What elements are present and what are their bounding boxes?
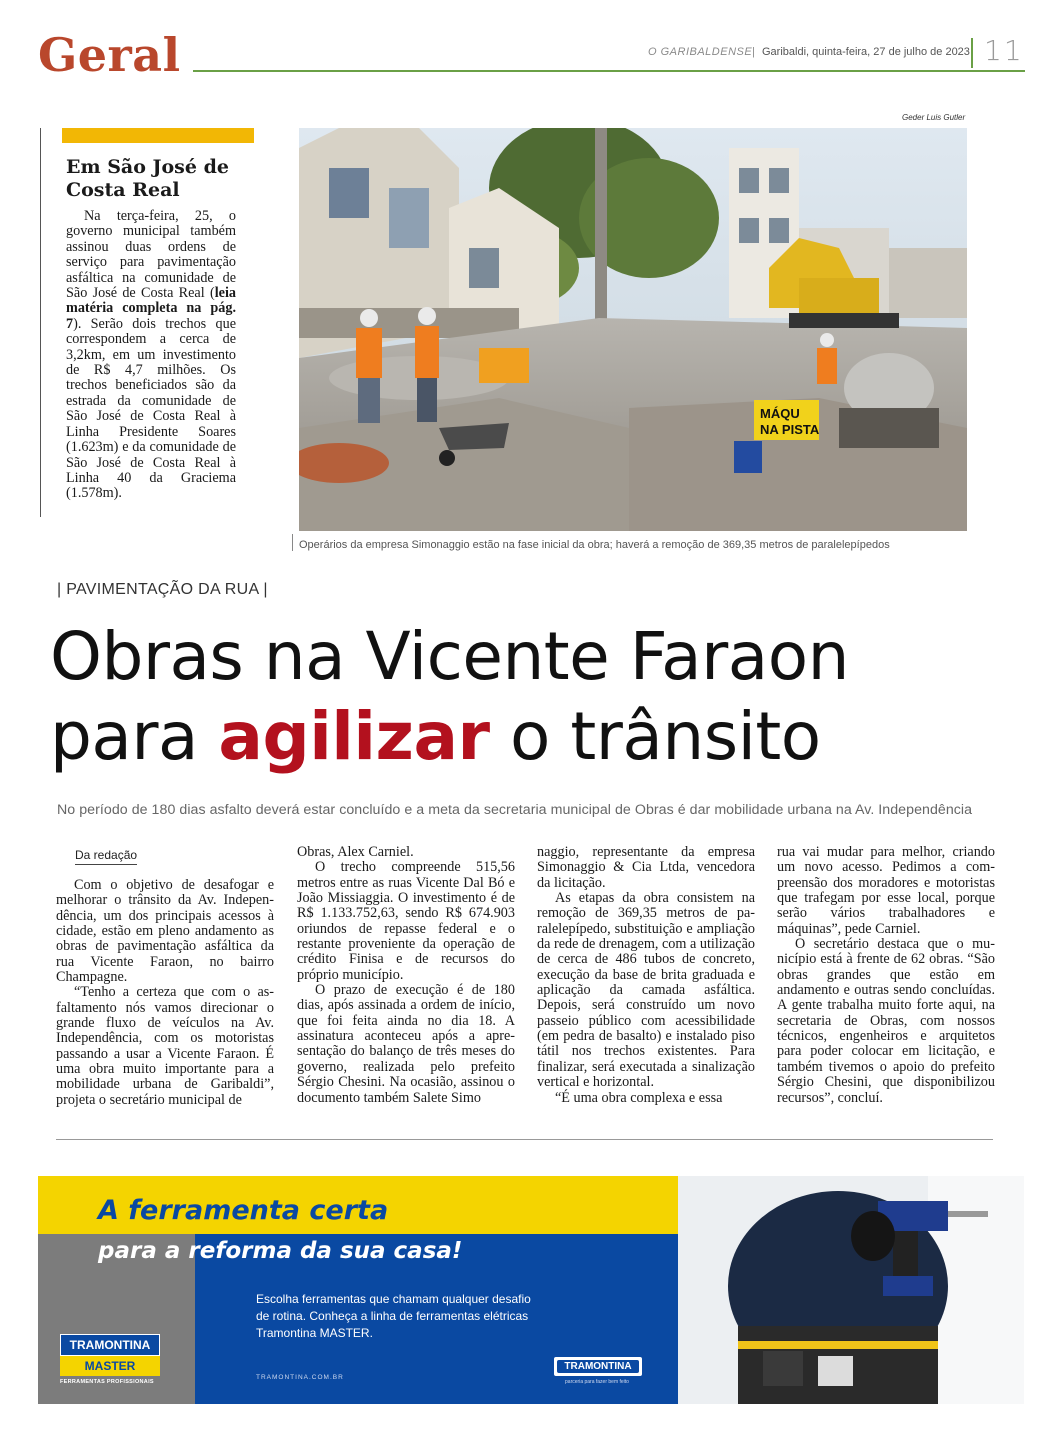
newspaper-name: O GARIBALDENSE [648,46,753,58]
logo-bottom-text: FERRAMENTAS PROFISSIONAIS [60,1379,154,1385]
article-column-2 [297,845,515,1106]
paragraph: “É uma obra complexa e essa [555,1089,723,1106]
paragraph: O prazo de execução é de 180 dias, após assinada a ordem de início, que foi feita ainda no dia 18. A assinatura aconteceu após a apresentação do balanço de três meses do governo, realizada pelo prefeito Sérgio Chesini. Na ocasião, assinou o documento também Salete Simo [297,982,515,1106]
headline-highlight: agilizar [218,698,490,775]
paragraph: Com o objetivo de desafogar e melhorar o trânsito da Av. Independência, um dos principais acessos à cidade, estão em pleno andamento as obras de pavimentação asfáltica da rua Vicente Faraon, no bairro Champagne. [56,877,274,986]
road-sign-text-1: MÁQU [760,406,800,421]
ad-headline: A ferramenta certa [98,1195,389,1226]
section-title: Geral [38,28,181,82]
article-photo [299,128,967,531]
ad-url[interactable]: TRAMONTINA.COM.BR [256,1374,344,1381]
ad-subheadline: para a reforma da sua casa! [98,1238,463,1264]
paragraph: As etapas da obra consistem na remoção de 369,35 metros de paralelepípedo, substituição e ampliação da rede de drenagem, com a utilização de cerca de 486 tubos de concreto, execução da base de brita graduada e aplicação da camada asfáltica. Depois, será construído um novo passeio público com acessibilidade (em pedra de basalto) e instalado piso tátil nos trechos existentes. Para finalizar, será executada a sinalização vertical e horizontal. [537,890,755,1091]
sidebar-divider [40,128,41,517]
advertisement[interactable] [38,1176,1024,1404]
article-bottom-rule [56,1139,993,1140]
road-sign-text-2: NA PISTA [760,422,820,437]
ad-body-text: Escolha ferramentas que chamam qualquer desafio de rotina. Conheça a linha de ferramentas elétricas Tramontina MASTER. [256,1292,531,1340]
ad-photo [678,1176,1024,1404]
photo-caption: Operários da empresa Simonaggio estão na fase inicial da obra; haverá a remoção de 369,35 metros de paralelepípedos [299,539,890,551]
paragraph: “Tenho a certeza que com o asfaltamento nós vamos direcionar o grande fluxo de veículos na Av. Independência, com os motoristas passando a usar a Vicente Faraon. É uma obra muito importante para a mobilidade urbana de Garibaldi”, projeta o secretário municipal de [56,984,274,1108]
date-line: Garibaldi, quinta-feira, 27 de julho de 2023 [762,46,970,58]
logo-top-text: TRAMONTINA [60,1334,160,1356]
sidebar-title: Em São José de Costa Real [66,156,229,201]
byline: Da redação [75,848,137,865]
brand-slogan: parceria para fazer bem feito [565,1379,629,1385]
paragraph: rua vai mudar para melhor, criando um novo acesso. Pedimos a compreensão dos moradores e motoristas que trafegam por esse local, porque serão vários trabalhadores e máquinas”, pede Carniel. [777,844,995,937]
paragraph: Obras, Alex Carniel. [297,844,414,860]
headline-line-1: Obras na Vicente Faraon [50,618,849,695]
article-column-1 [56,878,274,1108]
sidebar-body: Na terça-feira, 25, o governo municipal também assinou duas ordens de serviço para pavimentação asfáltica na comunidade de São José de Costa Real (leia matéria completa na pág. 7). Serão dois trechos que correspondem a cerca de 3,2km, em um investimento de R$ 4,7 milhões. Os trechos beneficiados são da estrada da comunidade de São José de Costa Real à Linha Presidente Soares (1.623m) e da comunidade de São José de Costa Real à Linha 40 da Graciema (1.578m). [66,208,236,502]
article-column-3 [537,845,755,1106]
paragraph: O secretário destaca que o município está à frente de 62 obras. “São obras grandes que estão em andamento e outras sendo concluídas. A gente trabalha muito forte aqui, na secretaria de Obras, com nossos técnicos, engenheiros e arquitetos para poder colocar em licitação, e também tivemos o apoio do prefeito Sérgio Chesini, que disponibilizou recursos”, concluí. [777,936,995,1106]
photo-credit: Geder Luis Gutler [902,113,966,122]
page-number: 11 [984,34,1024,67]
tramontina-master-logo [60,1334,160,1385]
page-number-divider [971,38,973,68]
sidebar-page-reference: leia matéria completa na pág. 7 [66,285,236,332]
headline-line-2: para agilizar o trânsito [50,698,821,775]
caption-divider [292,534,293,551]
tramontina-brand-logo [553,1356,643,1377]
sidebar-accent-bar [62,128,254,143]
paragraph: O trecho compreende 515,56 metros entre as ruas Vicente Dal Bó e João Missiaggia. O investimento é de R$ 1.133.752,63, sendo R$ 674.903 oriundos de repasse federal e o restante proveniente da operação de crédito Finisa e de recursos do próprio município. [297,859,515,983]
article-kicker: | PAVIMENTAÇÃO DA RUA | [57,581,268,598]
brand-text: TRAMONTINA [557,1360,639,1373]
article-column-4 [777,845,995,1106]
logo-mid-text: MASTER [60,1356,160,1376]
article-subhead: No período de 180 dias asfalto deverá estar concluído e a meta da secretaria municipal de Obras é dar mobilidade urbana na Av. Independência [57,802,973,818]
paragraph: naggio, representante da empresa Simonaggio & Cia Ltda, vencedora da licitação. [537,844,755,891]
header-rule [193,70,1025,72]
header-separator: | [752,46,755,58]
